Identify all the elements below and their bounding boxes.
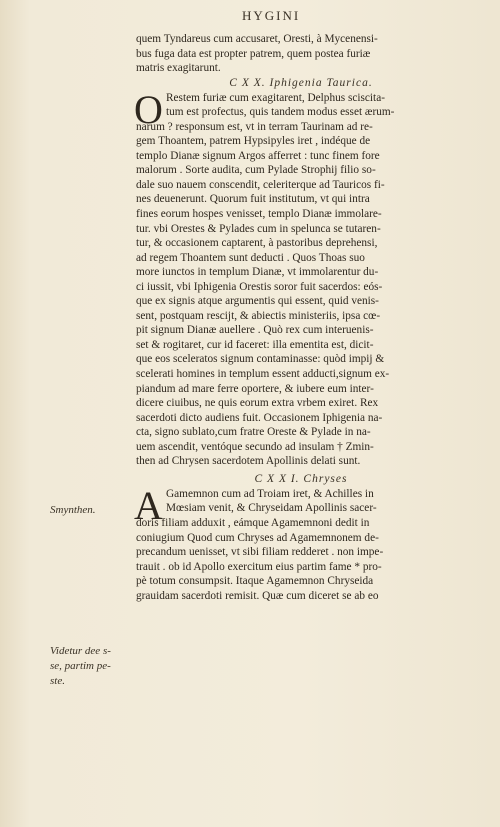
text-line: ad regem Thoantem sunt deducti . Quos Thoas suo — [136, 251, 365, 264]
text-line: dale suo nauem conscendit, celeriterque ad Tauricos fi- — [136, 178, 385, 191]
text-line: scelerati homines in templum essent adducti,signum ex- — [136, 368, 390, 381]
text-line: que ex signis atque argumentis qui essent, quid venis- — [136, 295, 379, 308]
text-line: Gamemnon cum ad Troiam iret, & Achilles in — [166, 487, 374, 500]
drop-cap-o: O — [134, 86, 163, 132]
text-line: tur. vbi Orestes & Pylades cum in spelunca se tutaren- — [136, 222, 381, 235]
text-line: more iunctos in templum Dianæ, vt immolarentur du- — [136, 266, 379, 279]
text-line: fines eorum hospes venisset, templo Dianæ immolare- — [136, 208, 382, 221]
text-line: ci iussit, vbi Iphigenia Orestis soror fuit sacerdos: eós- — [136, 280, 383, 293]
chapter-heading-cxxi: C X X I. Chryses — [254, 472, 348, 485]
text-line: tum est profectus, quis tandem modus esset ærum- — [166, 106, 395, 119]
text-line: quem Tyndareus cum accusaret, Oresti, à Mycenensi- — [136, 33, 378, 45]
margin-note-line: Videtur dee s- — [50, 645, 111, 657]
paragraph-cxx — [134, 86, 466, 469]
text-line: tur, & occasionem captarent, à pastoribus deprehensi, — [136, 237, 378, 250]
margin-note-line: se, partim pe- — [50, 660, 111, 672]
text-line: malorum . Sorte audita, cum Pylade Strophij filio so- — [136, 164, 376, 177]
chapter-heading-cxx: C X X. Iphigenia Taurica. — [229, 76, 373, 89]
text-line: coniugium Quod cum Chryses ad Agamemnonem de- — [136, 531, 379, 544]
text-line: pit signum Dianæ auellere . Quò rex cum interuenis- — [136, 324, 374, 337]
text-line: narum ? responsum est, vt in terram Taurinam ad re- — [136, 120, 373, 133]
text-line: cta, signo sublato,cum fratre Oreste & Pylade in na- — [136, 426, 371, 439]
text-line: nes deuenerunt. Quorum fuit institutum, vt qui intra — [136, 193, 370, 206]
main-text-block — [136, 32, 466, 603]
margin-note-smynthen: Smynthen. — [50, 504, 96, 516]
margin-note-line: ste. — [50, 675, 65, 687]
paragraph-cxxi — [134, 482, 466, 603]
text-line: templo Dianæ signum Argos afferret : tunc finem fore — [136, 149, 380, 162]
running-head: HYGINI — [242, 8, 301, 23]
text-line: dicere ciuibus, ne quis eorum extra vrbem exiret. Rex — [136, 397, 379, 410]
text-line: set & rogitaret, cur id faceret: illa ementita est, dicit- — [136, 338, 374, 351]
text-line: gem Thoantem, patrem Hypsipyles iret , indéque de — [136, 135, 371, 148]
text-line: Restem furiæ cum exagitarent, Delphus sciscita- — [166, 91, 385, 104]
text-line: sent, postquam rescijt, & abiectis ministeriis, ipsa cœ- — [136, 309, 381, 322]
text-line: pè totum consumpsit. Itaque Agamemnon Chryseida — [136, 575, 374, 588]
drop-cap-a: A — [134, 482, 163, 528]
text-line: sacerdoti dicto audiens fuit. Occasionem Iphigenia na- — [136, 411, 383, 424]
text-line: trauit . ob id Apollo exercitum eius partim fame * pro- — [136, 560, 382, 573]
text-line: que eos sceleratos signum contaminasse: quòd impij & — [136, 353, 385, 366]
text-line: precandum uenisset, vt sibi filiam redderet . non impe- — [136, 546, 384, 559]
text-line: bus fuga data est propter patrem, quem postea furiæ — [136, 47, 371, 60]
text-line: matris exagitarunt. — [136, 62, 221, 75]
text-line: doris filiam adduxit , eámque Agamemnoni dedit in — [136, 516, 370, 529]
margin-note-videtur — [50, 644, 111, 689]
text-line: grauidam sacerdoti remisit. Quæ cum diceret se ab eo — [136, 589, 379, 602]
text-line: then ad Chrysen sacerdotem Apollinis delati sunt. — [136, 455, 361, 468]
text-line: Mœsiam venit, & Chryseidam Apollinis sacer- — [166, 502, 377, 515]
text-line: uem ascendit, ventóque secundo ad insulam † Zmin- — [136, 440, 374, 453]
text-line: piandum ad mare ferre oportere, & iubere eum inter- — [136, 382, 374, 395]
opening-lines — [136, 32, 466, 76]
